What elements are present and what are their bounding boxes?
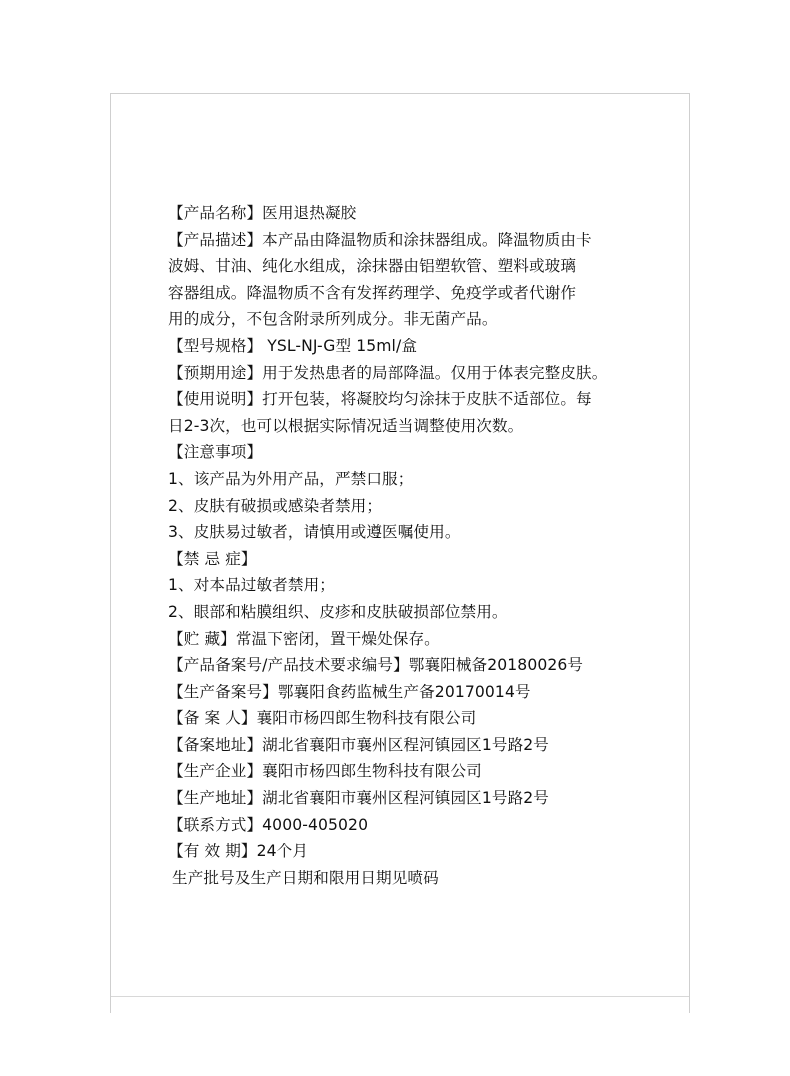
line-intended-use: 【预期用途】用于发热患者的局部降温。仅用于体表完整皮肤。 xyxy=(168,363,608,382)
line-batch-note: 生产批号及生产日期和限用日期见喷码 xyxy=(172,868,439,887)
line-description-2: 波姆、甘油、纯化水组成，涂抹器由铝塑软管、塑料或玻璃 xyxy=(168,257,577,276)
line-filer-address: 【备案地址】湖北省襄阳市襄州区程河镇园区1号路2号 xyxy=(168,735,549,754)
line-storage: 【贮 藏】常温下密闭，置干燥处保存。 xyxy=(168,629,440,648)
document-page xyxy=(110,93,690,1013)
line-production-filing: 【生产备案号】鄂襄阳食药监械生产备20170014号 xyxy=(168,682,531,701)
line-shelf-life: 【有 效 期】24个月 xyxy=(168,842,309,861)
line-model-spec: 【型号规格】 YSL-NJ-G型 15ml/盒 xyxy=(168,336,418,355)
line-precaution-3: 3、皮肤易过敏者，请慎用或遵医嘱使用。 xyxy=(168,523,461,542)
line-product-name: 【产品名称】医用退热凝胶 xyxy=(168,204,357,222)
line-contraindications-heading: 【禁 忌 症】 xyxy=(168,549,257,568)
line-filer: 【备 案 人】襄阳市杨四郎生物科技有限公司 xyxy=(168,709,477,728)
product-label-text xyxy=(168,200,683,891)
line-description-3: 容器组成。降温物质不含有发挥药理学、免疫学或者代谢作 xyxy=(168,283,577,302)
line-precaution-2: 2、皮肤有破损或感染者禁用； xyxy=(168,496,383,515)
footer-divider xyxy=(111,996,689,997)
line-description-4: 用的成分，不包含附录所列成分。非无菌产品。 xyxy=(168,310,498,329)
line-instructions-2: 日2-3次，也可以根据实际情况适当调整使用次数。 xyxy=(168,416,524,435)
line-instructions-1: 【使用说明】打开包装，将凝胶均匀涂抹于皮肤不适部位。每 xyxy=(168,390,592,409)
line-precaution-1: 1、该产品为外用产品，严禁口服； xyxy=(168,469,414,488)
line-contact: 【联系方式】4000-405020 xyxy=(168,815,369,834)
line-manufacturer-address: 【生产地址】湖北省襄阳市襄州区程河镇园区1号路2号 xyxy=(168,789,549,808)
line-description-1: 【产品描述】本产品由降温物质和涂抹器组成。降温物质由卡 xyxy=(168,230,592,249)
line-contraindication-2: 2、眼部和粘膜组织、皮疹和皮肤破损部位禁用。 xyxy=(168,602,508,621)
line-manufacturer: 【生产企业】襄阳市杨四郎生物科技有限公司 xyxy=(168,762,482,781)
line-precautions-heading: 【注意事项】 xyxy=(168,443,263,462)
line-contraindication-1: 1、对本品过敏者禁用； xyxy=(168,576,335,595)
line-filing-number: 【产品备案号/产品技术要求编号】鄂襄阳械备20180026号 xyxy=(168,656,584,675)
